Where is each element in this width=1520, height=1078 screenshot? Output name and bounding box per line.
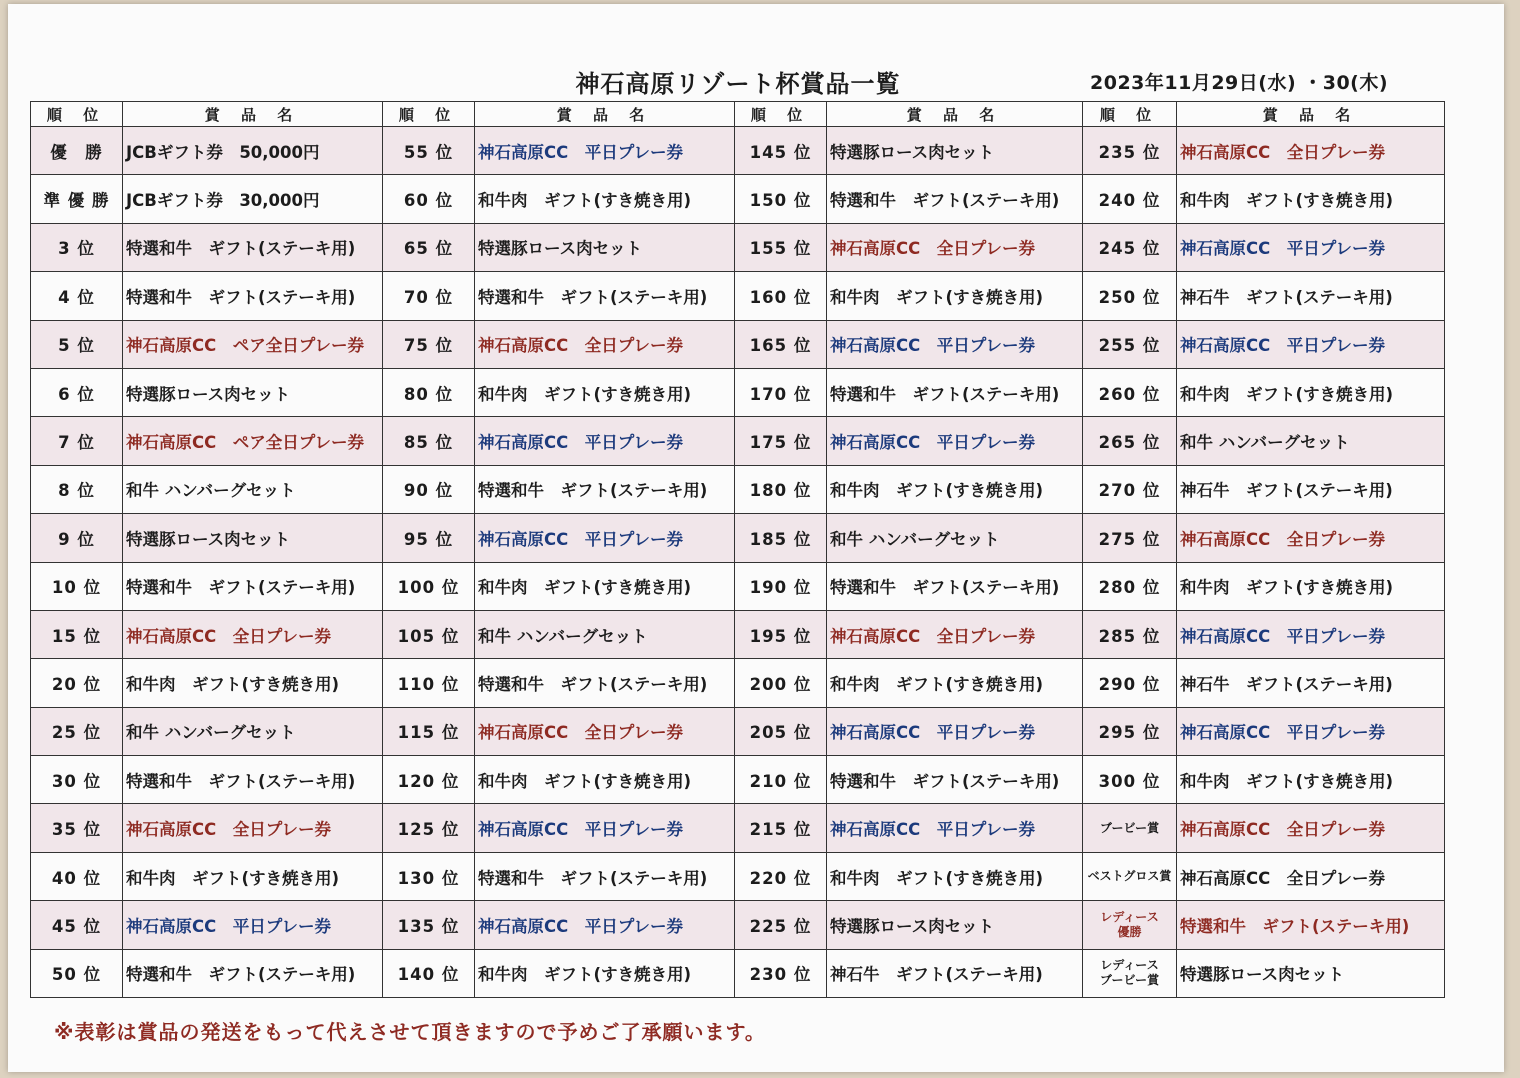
table-row bbox=[31, 659, 1445, 707]
rank-cell bbox=[31, 804, 123, 852]
prize-cell: 特選豚ロース肉セット bbox=[827, 901, 1083, 949]
rank-cell bbox=[31, 562, 123, 610]
rank-text: 225 位 bbox=[749, 916, 812, 936]
rank-text: 9 位 bbox=[58, 529, 95, 549]
rank-text: 65 位 bbox=[403, 239, 454, 259]
table-row bbox=[31, 901, 1445, 949]
rank-text: 45 位 bbox=[51, 916, 102, 936]
prize-cell: 特選和牛 ギフト(ステーキ用) bbox=[1177, 901, 1445, 949]
header-rank: 順 位 bbox=[31, 102, 123, 127]
rank-cell bbox=[383, 127, 475, 175]
rank-cell bbox=[735, 272, 827, 320]
prize-cell: 神石高原CC 全日プレー券 bbox=[123, 804, 383, 852]
rank-text: ブービー賞 bbox=[1099, 973, 1160, 988]
prize-cell: JCBギフト券 30,000円 bbox=[123, 175, 383, 223]
prize-cell: 和牛肉 ギフト(すき焼き用) bbox=[1177, 756, 1445, 804]
prize-cell: 和牛 ハンバーグセット bbox=[475, 610, 735, 658]
rank-cell bbox=[383, 272, 475, 320]
rank-cell bbox=[1083, 368, 1177, 416]
rank-text: 240 位 bbox=[1098, 191, 1161, 211]
rank-text: 55 位 bbox=[403, 142, 454, 162]
rank-cell bbox=[383, 659, 475, 707]
table-row bbox=[31, 417, 1445, 465]
rank-text: 準 優 勝 bbox=[43, 191, 110, 211]
rank-text: 60 位 bbox=[403, 191, 454, 211]
prize-cell: 神石牛 ギフト(ステーキ用) bbox=[1177, 465, 1445, 513]
prize-table-body bbox=[31, 127, 1445, 998]
rank-text: 210 位 bbox=[749, 771, 812, 791]
prize-cell: 神石高原CC ペア全日プレー券 bbox=[123, 417, 383, 465]
rank-cell bbox=[735, 223, 827, 271]
rank-text: 145 位 bbox=[749, 142, 812, 162]
rank-cell bbox=[383, 707, 475, 755]
prize-cell: 和牛肉 ギフト(すき焼き用) bbox=[1177, 368, 1445, 416]
rank-text: 優勝 bbox=[1117, 924, 1142, 939]
prize-cell: 神石高原CC 全日プレー券 bbox=[1177, 852, 1445, 900]
header-prize: 賞 品 名 bbox=[1177, 102, 1445, 127]
rank-cell bbox=[31, 175, 123, 223]
rank-text: 260 位 bbox=[1098, 384, 1161, 404]
rank-cell bbox=[1083, 514, 1177, 562]
rank-cell bbox=[383, 223, 475, 271]
prize-cell: JCBギフト券 50,000円 bbox=[123, 127, 383, 175]
rank-text: 220 位 bbox=[749, 868, 812, 888]
rank-text: 20 位 bbox=[51, 674, 102, 694]
rank-text: 160 位 bbox=[749, 287, 812, 307]
prize-cell: 神石高原CC 平日プレー券 bbox=[123, 901, 383, 949]
prize-cell: 特選和牛 ギフト(ステーキ用) bbox=[123, 756, 383, 804]
rank-text: 7 位 bbox=[58, 433, 95, 453]
rank-cell bbox=[31, 852, 123, 900]
table-row bbox=[31, 852, 1445, 900]
rank-cell bbox=[735, 514, 827, 562]
prize-cell: 特選和牛 ギフト(ステーキ用) bbox=[475, 465, 735, 513]
rank-cell bbox=[735, 804, 827, 852]
rank-text: 170 位 bbox=[749, 384, 812, 404]
table-row bbox=[31, 223, 1445, 271]
rank-text: 215 位 bbox=[749, 820, 812, 840]
prize-cell: 神石高原CC 全日プレー券 bbox=[827, 223, 1083, 271]
rank-cell bbox=[383, 610, 475, 658]
rank-text: 205 位 bbox=[749, 723, 812, 743]
header-rank: 順 位 bbox=[383, 102, 475, 127]
prize-cell: 神石高原CC 平日プレー券 bbox=[475, 127, 735, 175]
rank-cell bbox=[383, 368, 475, 416]
rank-text: 30 位 bbox=[51, 771, 102, 791]
rank-cell bbox=[735, 368, 827, 416]
prize-cell: 神石高原CC 平日プレー券 bbox=[827, 804, 1083, 852]
rank-text: 185 位 bbox=[749, 529, 812, 549]
prize-cell: 特選和牛 ギフト(ステーキ用) bbox=[475, 659, 735, 707]
header-prize: 賞 品 名 bbox=[123, 102, 383, 127]
rank-text: 110 位 bbox=[397, 674, 460, 694]
prize-cell: 神石高原CC 全日プレー券 bbox=[827, 610, 1083, 658]
rank-cell bbox=[1083, 756, 1177, 804]
prize-cell: 特選豚ロース肉セット bbox=[827, 127, 1083, 175]
table-row bbox=[31, 368, 1445, 416]
rank-text: 135 位 bbox=[397, 916, 460, 936]
rank-cell bbox=[1083, 320, 1177, 368]
rank-cell bbox=[31, 465, 123, 513]
rank-text: 優 勝 bbox=[50, 142, 103, 162]
prize-cell: 特選和牛 ギフト(ステーキ用) bbox=[827, 756, 1083, 804]
rank-text: 120 位 bbox=[397, 771, 460, 791]
rank-cell bbox=[383, 852, 475, 900]
prize-cell: 神石高原CC 全日プレー券 bbox=[1177, 804, 1445, 852]
table-row bbox=[31, 804, 1445, 852]
prize-cell: 神石牛 ギフト(ステーキ用) bbox=[827, 949, 1083, 997]
rank-cell bbox=[31, 610, 123, 658]
prize-table bbox=[30, 101, 1445, 998]
prize-cell: 和牛肉 ギフト(すき焼き用) bbox=[123, 852, 383, 900]
header-prize: 賞 品 名 bbox=[475, 102, 735, 127]
rank-text: 25 位 bbox=[51, 723, 102, 743]
rank-cell bbox=[31, 756, 123, 804]
rank-text: 150 位 bbox=[749, 191, 812, 211]
table-row bbox=[31, 610, 1445, 658]
rank-text: 15 位 bbox=[51, 626, 102, 646]
prize-cell: 神石高原CC 全日プレー券 bbox=[475, 707, 735, 755]
rank-cell bbox=[1083, 272, 1177, 320]
rank-text: 130 位 bbox=[397, 868, 460, 888]
rank-text: 155 位 bbox=[749, 239, 812, 259]
rank-text: 10 位 bbox=[51, 578, 102, 598]
rank-cell bbox=[383, 949, 475, 997]
rank-text: 90 位 bbox=[403, 481, 454, 501]
rank-text: 115 位 bbox=[397, 723, 460, 743]
rank-cell bbox=[735, 659, 827, 707]
prize-cell: 特選和牛 ギフト(ステーキ用) bbox=[827, 368, 1083, 416]
event-date: 2023年11月29日(水) ・30(木) bbox=[1090, 72, 1389, 94]
rank-cell bbox=[31, 707, 123, 755]
rank-text: 40 位 bbox=[51, 868, 102, 888]
rank-cell bbox=[31, 417, 123, 465]
rank-text: 4 位 bbox=[58, 287, 95, 307]
prize-cell: 和牛肉 ギフト(すき焼き用) bbox=[475, 368, 735, 416]
prize-cell: 神石高原CC 平日プレー券 bbox=[827, 707, 1083, 755]
prize-cell: 特選和牛 ギフト(ステーキ用) bbox=[123, 223, 383, 271]
rank-cell bbox=[31, 368, 123, 416]
rank-text: 295 位 bbox=[1098, 723, 1161, 743]
prize-cell: 神石高原CC 全日プレー券 bbox=[1177, 127, 1445, 175]
prize-cell: 和牛肉 ギフト(すき焼き用) bbox=[123, 659, 383, 707]
rank-text: 230 位 bbox=[749, 965, 812, 985]
rank-text: 140 位 bbox=[397, 965, 460, 985]
rank-text: 285 位 bbox=[1098, 626, 1161, 646]
prize-cell: 和牛肉 ギフト(すき焼き用) bbox=[475, 562, 735, 610]
rank-cell bbox=[31, 127, 123, 175]
table-row bbox=[31, 514, 1445, 562]
rank-text: 195 位 bbox=[749, 626, 812, 646]
rank-cell bbox=[31, 320, 123, 368]
rank-text: 275 位 bbox=[1098, 529, 1161, 549]
prize-cell: 和牛肉 ギフト(すき焼き用) bbox=[827, 659, 1083, 707]
prize-cell: 特選和牛 ギフト(ステーキ用) bbox=[475, 852, 735, 900]
prize-cell: 和牛肉 ギフト(すき焼き用) bbox=[1177, 562, 1445, 610]
rank-cell bbox=[1083, 610, 1177, 658]
prize-cell: 特選和牛 ギフト(ステーキ用) bbox=[475, 272, 735, 320]
prize-cell: 神石牛 ギフト(ステーキ用) bbox=[1177, 659, 1445, 707]
rank-text: 180 位 bbox=[749, 481, 812, 501]
header-rank: 順 位 bbox=[735, 102, 827, 127]
prize-cell: 和牛 ハンバーグセット bbox=[827, 514, 1083, 562]
rank-cell bbox=[383, 465, 475, 513]
prize-cell: 神石高原CC 平日プレー券 bbox=[1177, 610, 1445, 658]
rank-cell bbox=[735, 901, 827, 949]
rank-text: 105 位 bbox=[397, 626, 460, 646]
rank-cell bbox=[735, 320, 827, 368]
prize-cell: 和牛肉 ギフト(すき焼き用) bbox=[475, 756, 735, 804]
rank-cell bbox=[1083, 465, 1177, 513]
prize-cell: 特選和牛 ギフト(ステーキ用) bbox=[123, 949, 383, 997]
prize-sheet bbox=[8, 4, 1504, 1072]
rank-cell bbox=[735, 756, 827, 804]
rank-text: 300 位 bbox=[1098, 771, 1161, 791]
header-row bbox=[31, 102, 1445, 127]
rank-cell bbox=[383, 175, 475, 223]
rank-text: 50 位 bbox=[51, 965, 102, 985]
rank-cell bbox=[383, 320, 475, 368]
prize-cell: 神石高原CC 平日プレー券 bbox=[475, 804, 735, 852]
table-row bbox=[31, 707, 1445, 755]
prize-cell: 神石高原CC 平日プレー券 bbox=[1177, 223, 1445, 271]
prize-cell: 神石高原CC 平日プレー券 bbox=[475, 417, 735, 465]
header-rank: 順 位 bbox=[1083, 102, 1177, 127]
rank-cell bbox=[383, 901, 475, 949]
rank-text: 6 位 bbox=[58, 384, 95, 404]
table-row bbox=[31, 465, 1445, 513]
table-row bbox=[31, 175, 1445, 223]
prize-cell: 特選豚ロース肉セット bbox=[1177, 949, 1445, 997]
rank-cell bbox=[1083, 901, 1177, 949]
rank-cell bbox=[735, 707, 827, 755]
rank-text: レディース bbox=[1100, 958, 1159, 973]
rank-text: 270 位 bbox=[1098, 481, 1161, 501]
prize-cell: 神石高原CC ペア全日プレー券 bbox=[123, 320, 383, 368]
prize-cell: 神石高原CC 平日プレー券 bbox=[827, 417, 1083, 465]
rank-cell bbox=[1083, 852, 1177, 900]
rank-text: 3 位 bbox=[58, 239, 95, 259]
prize-cell: 和牛肉 ギフト(すき焼き用) bbox=[1177, 175, 1445, 223]
rank-text: 35 位 bbox=[51, 820, 102, 840]
rank-cell bbox=[1083, 949, 1177, 997]
rank-cell bbox=[31, 223, 123, 271]
rank-cell bbox=[735, 417, 827, 465]
rank-text: 255 位 bbox=[1098, 336, 1161, 356]
prize-cell: 神石高原CC 平日プレー券 bbox=[1177, 320, 1445, 368]
rank-text: 165 位 bbox=[749, 336, 812, 356]
prize-cell: 特選豚ロース肉セット bbox=[475, 223, 735, 271]
rank-cell bbox=[383, 756, 475, 804]
rank-text: レディース bbox=[1100, 909, 1159, 924]
rank-cell bbox=[735, 610, 827, 658]
rank-cell bbox=[1083, 417, 1177, 465]
rank-cell bbox=[1083, 659, 1177, 707]
prize-cell: 神石高原CC 平日プレー券 bbox=[475, 514, 735, 562]
prize-cell: 和牛肉 ギフト(すき焼き用) bbox=[827, 852, 1083, 900]
prize-cell: 神石牛 ギフト(ステーキ用) bbox=[1177, 272, 1445, 320]
page-title: 神石高原リゾート杯賞品一覧 bbox=[575, 70, 901, 98]
rank-cell bbox=[735, 562, 827, 610]
rank-cell bbox=[1083, 707, 1177, 755]
prize-cell: 神石高原CC 平日プレー券 bbox=[475, 901, 735, 949]
rank-cell bbox=[1083, 175, 1177, 223]
rank-text: ブービー賞 bbox=[1099, 820, 1160, 835]
table-row bbox=[31, 272, 1445, 320]
rank-text: 250 位 bbox=[1098, 287, 1161, 307]
rank-text: 200 位 bbox=[749, 674, 812, 694]
rank-text: ベストグロス賞 bbox=[1087, 869, 1172, 884]
rank-cell bbox=[735, 852, 827, 900]
rank-cell bbox=[383, 514, 475, 562]
table-row bbox=[31, 562, 1445, 610]
prize-cell: 和牛 ハンバーグセット bbox=[123, 465, 383, 513]
prize-cell: 和牛 ハンバーグセット bbox=[123, 707, 383, 755]
prize-cell: 神石高原CC 全日プレー券 bbox=[1177, 514, 1445, 562]
rank-text: 85 位 bbox=[403, 433, 454, 453]
prize-cell: 特選和牛 ギフト(ステーキ用) bbox=[827, 175, 1083, 223]
rank-text: 8 位 bbox=[58, 481, 95, 501]
table-row bbox=[31, 756, 1445, 804]
rank-cell bbox=[383, 804, 475, 852]
rank-text: 80 位 bbox=[403, 384, 454, 404]
rank-cell bbox=[735, 949, 827, 997]
rank-text: 235 位 bbox=[1098, 142, 1161, 162]
rank-text: 280 位 bbox=[1098, 578, 1161, 598]
rank-cell bbox=[383, 562, 475, 610]
prize-cell: 和牛肉 ギフト(すき焼き用) bbox=[827, 272, 1083, 320]
footer-note: ※表彰は賞品の発送をもって代えさせて頂きますので予めご了承願います。 bbox=[54, 1020, 766, 1044]
rank-text: 190 位 bbox=[749, 578, 812, 598]
rank-cell bbox=[383, 417, 475, 465]
rank-cell bbox=[735, 127, 827, 175]
prize-cell: 和牛 ハンバーグセット bbox=[1177, 417, 1445, 465]
rank-text: 70 位 bbox=[403, 287, 454, 307]
rank-cell bbox=[735, 465, 827, 513]
rank-cell bbox=[1083, 223, 1177, 271]
rank-text: 95 位 bbox=[403, 529, 454, 549]
rank-cell bbox=[1083, 127, 1177, 175]
prize-cell: 和牛肉 ギフト(すき焼き用) bbox=[475, 949, 735, 997]
header-prize: 賞 品 名 bbox=[827, 102, 1083, 127]
prize-cell: 特選和牛 ギフト(ステーキ用) bbox=[123, 272, 383, 320]
rank-cell bbox=[31, 514, 123, 562]
prize-cell: 特選豚ロース肉セット bbox=[123, 368, 383, 416]
table-row bbox=[31, 127, 1445, 175]
prize-cell: 特選和牛 ギフト(ステーキ用) bbox=[827, 562, 1083, 610]
rank-cell bbox=[31, 901, 123, 949]
rank-cell bbox=[1083, 562, 1177, 610]
rank-text: 175 位 bbox=[749, 433, 812, 453]
rank-text: 290 位 bbox=[1098, 674, 1161, 694]
rank-cell bbox=[1083, 804, 1177, 852]
prize-cell: 神石高原CC 全日プレー券 bbox=[123, 610, 383, 658]
rank-cell bbox=[31, 272, 123, 320]
rank-cell bbox=[735, 175, 827, 223]
table-row bbox=[31, 949, 1445, 997]
rank-text: 100 位 bbox=[397, 578, 460, 598]
rank-text: 265 位 bbox=[1098, 433, 1161, 453]
rank-text: 125 位 bbox=[397, 820, 460, 840]
prize-cell: 特選和牛 ギフト(ステーキ用) bbox=[123, 562, 383, 610]
rank-cell bbox=[31, 949, 123, 997]
prize-cell: 和牛肉 ギフト(すき焼き用) bbox=[475, 175, 735, 223]
rank-cell bbox=[31, 659, 123, 707]
prize-cell: 特選豚ロース肉セット bbox=[123, 514, 383, 562]
prize-cell: 神石高原CC 平日プレー券 bbox=[827, 320, 1083, 368]
rank-text: 75 位 bbox=[403, 336, 454, 356]
prize-cell: 神石高原CC 全日プレー券 bbox=[475, 320, 735, 368]
prize-cell: 和牛肉 ギフト(すき焼き用) bbox=[827, 465, 1083, 513]
rank-text: 5 位 bbox=[58, 336, 95, 356]
table-row bbox=[31, 320, 1445, 368]
prize-cell: 神石高原CC 平日プレー券 bbox=[1177, 707, 1445, 755]
rank-text: 245 位 bbox=[1098, 239, 1161, 259]
